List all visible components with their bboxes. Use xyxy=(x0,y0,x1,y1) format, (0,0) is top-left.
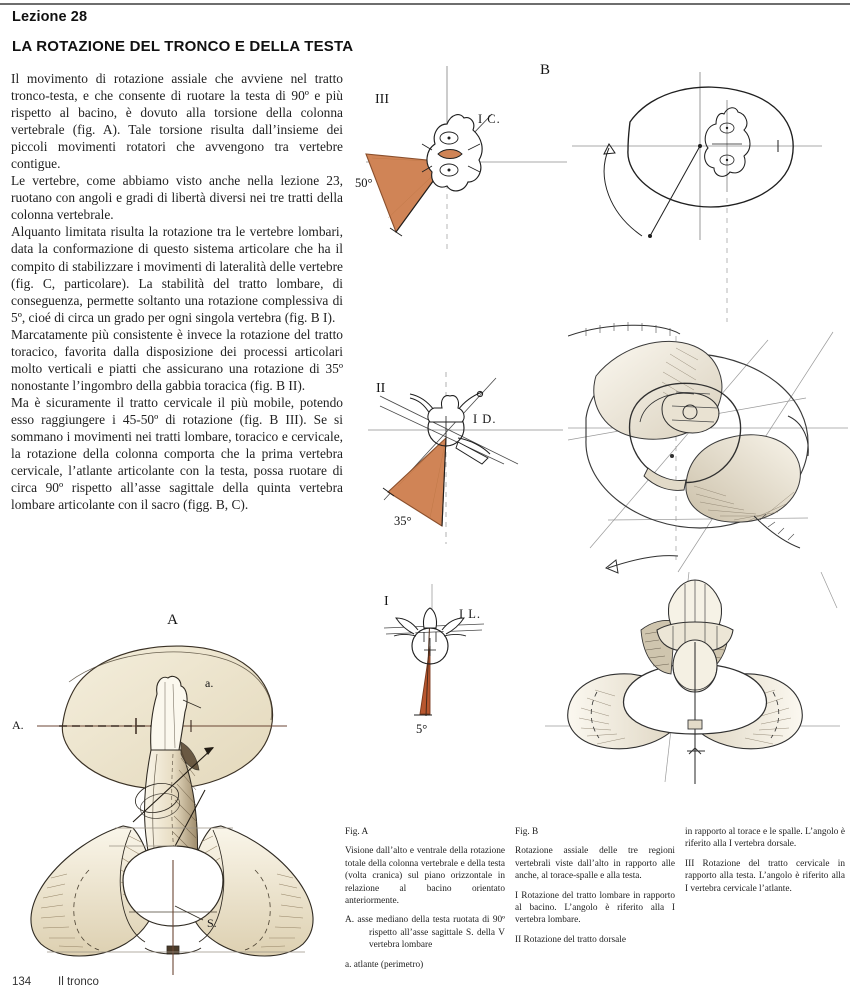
caption-b-title: Fig. B xyxy=(515,827,539,837)
page-footer xyxy=(12,976,99,988)
body-paragraph: Marcatamente più consistente è invece la rotazione del tratto toracico, favorita dalla disposizione dei processi articolari molto verticali e piatti che assicurano una rotazione di 35º nonostante l’ingombro della gabbia toracica (fig. B II). xyxy=(11,326,343,393)
page-title: LA ROTAZIONE DEL TRONCO E DELLA TESTA xyxy=(12,38,354,55)
panel-iii-vertebra-label: I C. xyxy=(478,112,501,126)
pelvis-oblique-svg xyxy=(568,310,850,582)
panel-i-angle-label: 5° xyxy=(416,722,428,736)
panel-i-roman-label: I xyxy=(384,594,389,609)
figure-b-panel-ii xyxy=(358,372,568,552)
figure-b-panel-iii xyxy=(352,58,567,258)
folio-number: 134 xyxy=(12,976,32,988)
pointer-dot xyxy=(648,234,652,238)
rotation-arrow-head-b xyxy=(604,144,615,154)
symphysis-block xyxy=(688,720,702,729)
vertebra-lombare-sketch xyxy=(394,608,466,664)
pelvis-rotation-arc xyxy=(608,556,678,568)
head-outline-svg xyxy=(572,72,844,322)
panel-i-horizontal-2 xyxy=(386,630,482,634)
top-rule xyxy=(0,3,850,5)
figure-b-letter: B xyxy=(540,62,551,78)
panel-ii-vertebra-label: I D. xyxy=(473,412,497,426)
body-paragraph: Ma è sicuramente il tratto cervicale il più mobile, potendo esso raggiungere i 45-50º di rotazione (fig. B III). Se si sommano i movimenti nei tratti lombare, toracico e cervicale, la rotazione della colonna comporta che la prima vertebra cervicale, l’atlante articolante con la testa, possa ruotare di circa 90º rispetto all’asse sagittale della quinta vertebra lombare articolante con il sacro (figg. B, C). xyxy=(11,394,343,513)
ischial-rim xyxy=(754,516,800,548)
figure-a-svg xyxy=(5,630,345,975)
caption-b-line-continued: in rapporto al torace e le spalle. L’angolo è riferito alla I vertebra dorsale. xyxy=(685,827,845,850)
figure-a-drawing xyxy=(5,630,345,975)
rotation-pointer xyxy=(650,146,700,236)
iliac-crest-top xyxy=(568,325,680,336)
figure-a-letter: A xyxy=(167,612,178,628)
figure-a-sacrum-label: S. xyxy=(207,916,217,930)
panel-ii-angle-label: 35° xyxy=(394,514,412,528)
pubic-symphysis xyxy=(644,468,686,490)
caption-a-line: A. asse mediano della testa ruotata di 90º rispetto all’asse sagittale S. della V vertebra lombare xyxy=(345,915,505,951)
head-center-dot xyxy=(698,144,702,148)
figure-b-head-outline xyxy=(572,72,844,322)
rotation-arc xyxy=(604,148,642,236)
pelvis-blade-lower-right xyxy=(686,435,801,522)
panel-iii-roman-label: III xyxy=(375,92,389,107)
caption-figure-b-cont xyxy=(685,826,845,902)
figure-b-pelvis-drawing xyxy=(568,310,850,582)
pelvis-center-dot xyxy=(670,454,674,458)
caption-a-title: Fig. A xyxy=(345,827,369,837)
caption-block xyxy=(345,826,845,976)
caption-b-line-split: II Rotazione del tratto dorsale xyxy=(515,934,627,945)
caption-a-line: a. atlante (perimetro) xyxy=(345,959,424,970)
caption-a-line: Visione dall’alto e ventrale della rotazione totale della colonna vertebrale e della testa (volta cranica) sul piano orizzontale in relazione al bacino orientato anteriormente. xyxy=(345,846,505,907)
caption-b-line: I Rotazione del tratto lombare in rapporto al bacino. L’angolo è riferito alla I vertebra lombare. xyxy=(515,890,675,926)
caption-figure-b xyxy=(515,826,675,953)
figure-a-axis-label: A. xyxy=(12,718,24,732)
skull-outline xyxy=(628,87,793,207)
panel-ii-svg xyxy=(358,372,568,552)
folio-section: Il tronco xyxy=(58,976,99,988)
figure-a-atlas-label: a. xyxy=(205,676,214,690)
body-paragraph: Le vertebre, come abbiamo visto anche nella lezione 23, ruotano con angoli e gradi di libertà diversi nei tre tratti della colonna vertebrale. xyxy=(11,173,343,223)
lesson-label: Lezione 28 xyxy=(12,9,88,25)
body-paragraph: Alquanto limitata risulta la rotazione tra le vertebre lombari, data la conformazione di questo sistema articolare che ha il compito di stabilizzare i movimenti di lateralità delle vertebre (fig. C, particolare). La stabilità del tratto lombare, di conseguenza, permette soltanto una rotazione complessiva di 5º, cioé di circa un grado per ogni singola vertebra (fig. B I). xyxy=(11,224,343,325)
caption-b-line: Rotazione assiale delle tre regioni vertebrali viste dall’alto in rapporto alle anche, al torace-spalle e alla testa. xyxy=(515,846,675,882)
iliac-crest-ticks xyxy=(586,322,670,336)
body-text-column xyxy=(11,70,343,513)
panel-i-vertebra-label: I L. xyxy=(459,607,482,621)
panel-iii-svg xyxy=(352,58,567,258)
panel-ii-roman-label: II xyxy=(376,381,386,396)
body-paragraph: Il movimento di rotazione assiale che avviene nel tratto tronco-testa, e che consente di ruotare la testa di 90º e più rispetto al bacino, è dovuto alla torsione della colonna vertebrale (fig. A). Tale torsione risulta dall’insieme dei piccoli movimenti rotatori che avvengono tra vertebre contigue. xyxy=(11,71,343,172)
caption-figure-a xyxy=(345,826,505,978)
caption-b-line: III Rotazione del tratto cervicale in rapporto alla testa. L’angolo è riferito alla I vertebra cervicale l’atlante. xyxy=(685,858,845,894)
pelvis-front-svg xyxy=(545,572,845,812)
figure-b-pelvis-front xyxy=(545,572,845,812)
panel-iii-angle-label: 50° xyxy=(355,176,373,190)
